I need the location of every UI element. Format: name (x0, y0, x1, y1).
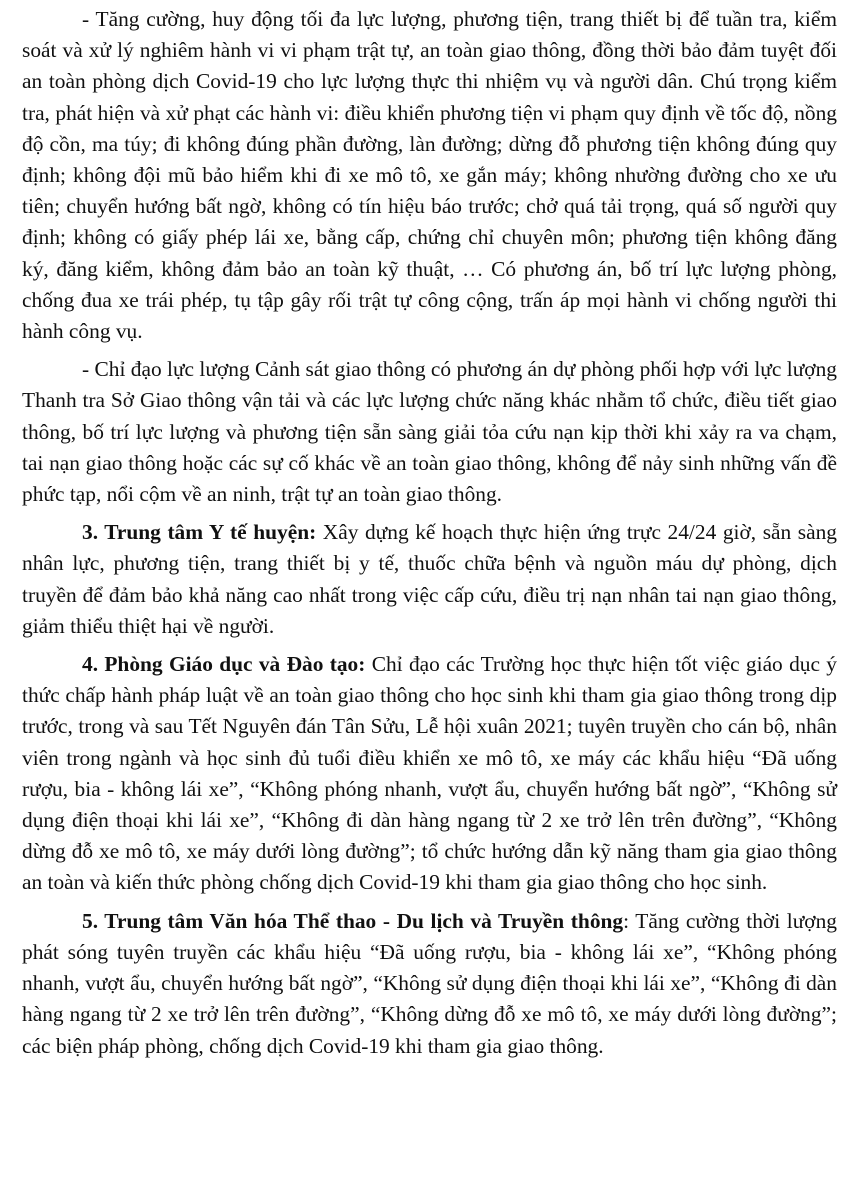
paragraph-heading: 5. Trung tâm Văn hóa Thể thao - Du lịch và Truyền thông (82, 908, 624, 933)
paragraph-traffic-police (22, 354, 837, 510)
paragraph-education-office (22, 649, 837, 899)
paragraph-text: : Tăng cường thời lượng phát sóng tuyên truyền các khẩu hiệu “Đã uống rượu, bia - không lái xe”, “Không phóng nhanh, vượt ẩu, chuyển hướng bất ngờ”, “Không sử dụng điện thoại khi lái xe”, “Không đi dàn hàng ngang từ 2 xe trở lên trên đường”, “Không dừng đỗ xe mô tô, xe máy dưới lòng đường”; các biện pháp phòng, chống dịch Covid-19 khi tham gia giao thông. (22, 908, 837, 1058)
paragraph-text: - Chỉ đạo lực lượng Cảnh sát giao thông có phương án dự phòng phối hợp với lực lượng Thanh tra Sở Giao thông vận tải và các lực lượng chức năng khác nhằm tổ chức, điều tiết giao thông, bố trí lực lượng và phương tiện sẵn sàng giải tỏa cứu nạn kịp thời khi xảy ra va chạm, tai nạn giao thông hoặc các sự cố khác về an toàn giao thông, không để nảy sinh những vấn đề phức tạp, nổi cộm về an ninh, trật tự an toàn giao thông. (22, 357, 837, 507)
paragraph-text: Xây dựng kế hoạch thực hiện ứng trực 24/24 giờ, sẵn sàng nhân lực, phương tiện, trang thiết bị y tế, thuốc chữa bệnh và nguồn máu dự phòng, dịch truyền để đảm bảo khả năng cao nhất trong việc cấp cứu, điều trị nạn nhân tai nạn giao thông, giảm thiểu thiệt hại về người. (22, 520, 837, 638)
paragraph-heading: 4. Phòng Giáo dục và Đào tạo: (82, 652, 366, 677)
document-page (22, 4, 837, 1069)
paragraph-text: Chỉ đạo các Trường học thực hiện tốt việc giáo dục ý thức chấp hành pháp luật về an toàn giao thông cho học sinh khi tham gia giao thông trong dịp trước, trong và sau Tết Nguyên đán Tân Sửu, Lễ hội xuân 2021; tuyên truyền cho cán bộ, nhân viên trong ngành và học sinh đủ tuổi điều khiển xe mô tô, xe máy các khẩu hiệu “Đã uống rượu, bia - không lái xe”, “Không phóng nhanh, vượt ẩu, chuyển hướng bất ngờ”, “Không sử dụng điện thoại khi lái xe”, “Không đi dàn hàng ngang từ 2 xe trở lên trên đường”, “Không dừng đỗ xe mô tô, xe máy dưới lòng đường”; tổ chức hướng dẫn kỹ năng tham gia giao thông an toàn và kiến thức phòng chống dịch Covid-19 khi tham gia giao thông cho học sinh. (22, 652, 837, 895)
paragraph-heading: 3. Trung tâm Y tế huyện: (82, 520, 317, 545)
paragraph-health-center (22, 517, 837, 642)
paragraph-text: - Tăng cường, huy động tối đa lực lượng, phương tiện, trang thiết bị để tuần tra, kiểm soát và xử lý nghiêm hành vi vi phạm trật tự, an toàn giao thông, đồng thời bảo đảm tuyệt đối an toàn phòng dịch Covid-19 cho lực lượng thực thi nhiệm vụ và người dân. Chú trọng kiểm tra, phát hiện và xử phạt các hành vi: điều khiển phương tiện vi phạm quy định về tốc độ, nồng độ cồn, ma túy; đi không đúng phần đường, làn đường; dừng đỗ phương tiện không đúng quy định; không đội mũ bảo hiểm khi đi xe mô tô, xe gắn máy; không nhường đường cho xe ưu tiên; chuyển hướng bất ngờ, không có tín hiệu báo trước; chở quá tải trọng, quá số người quy định; không có giấy phép lái xe, bằng cấp, chứng chỉ chuyên môn; phương tiện không đăng ký, đăng kiểm, không đảm bảo an toàn kỹ thuật, … Có phương án, bố trí lực lượng phòng, chống đua xe trái phép, tụ tập gây rối trật tự công cộng, trấn áp mọi hành vi chống người thi hành công vụ. (22, 7, 837, 344)
paragraph-culture-center (22, 906, 837, 1062)
paragraph-traffic-patrol (22, 4, 837, 347)
